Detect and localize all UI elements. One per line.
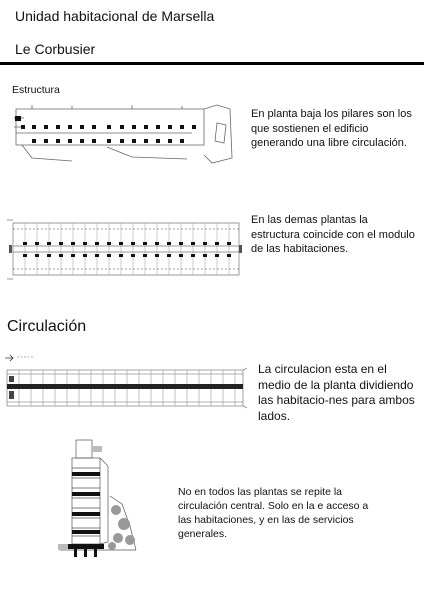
section-heading-estructura: Estructura	[12, 84, 60, 96]
header-divider	[0, 62, 424, 65]
typical-floor-plan-drawing	[5, 215, 245, 285]
ground-floor-plan	[12, 103, 237, 168]
section-heading-circulacion: Circulación	[7, 318, 87, 335]
text-circulation-central: La circulacion esta en el medio de la planta dividiendo las habitacio-nes para ambos lados.	[258, 362, 415, 423]
text-ground-floor: En planta baja los pilares son los que sostienen el edificio generando una libre circulación.	[251, 108, 412, 149]
ground-floor-plan-drawing	[12, 103, 237, 168]
building-section-drawing	[50, 436, 145, 561]
text-circulation-floors: No en todos las plantas se repite la circulación central. Solo en la e acceso a las habitaciones, y en las de servicios generales.	[178, 486, 369, 540]
document-author: Le Corbusier	[15, 41, 96, 57]
building-section	[50, 436, 145, 561]
text-typical-floor: En las demas plantas la estructura coincide con el modulo de las habitaciones.	[251, 214, 415, 255]
typical-floor-plan	[5, 215, 245, 285]
circulation-plan	[3, 352, 247, 412]
document-title: Unidad habitacional de Marsella	[15, 8, 215, 24]
circulation-plan-drawing	[3, 352, 247, 412]
